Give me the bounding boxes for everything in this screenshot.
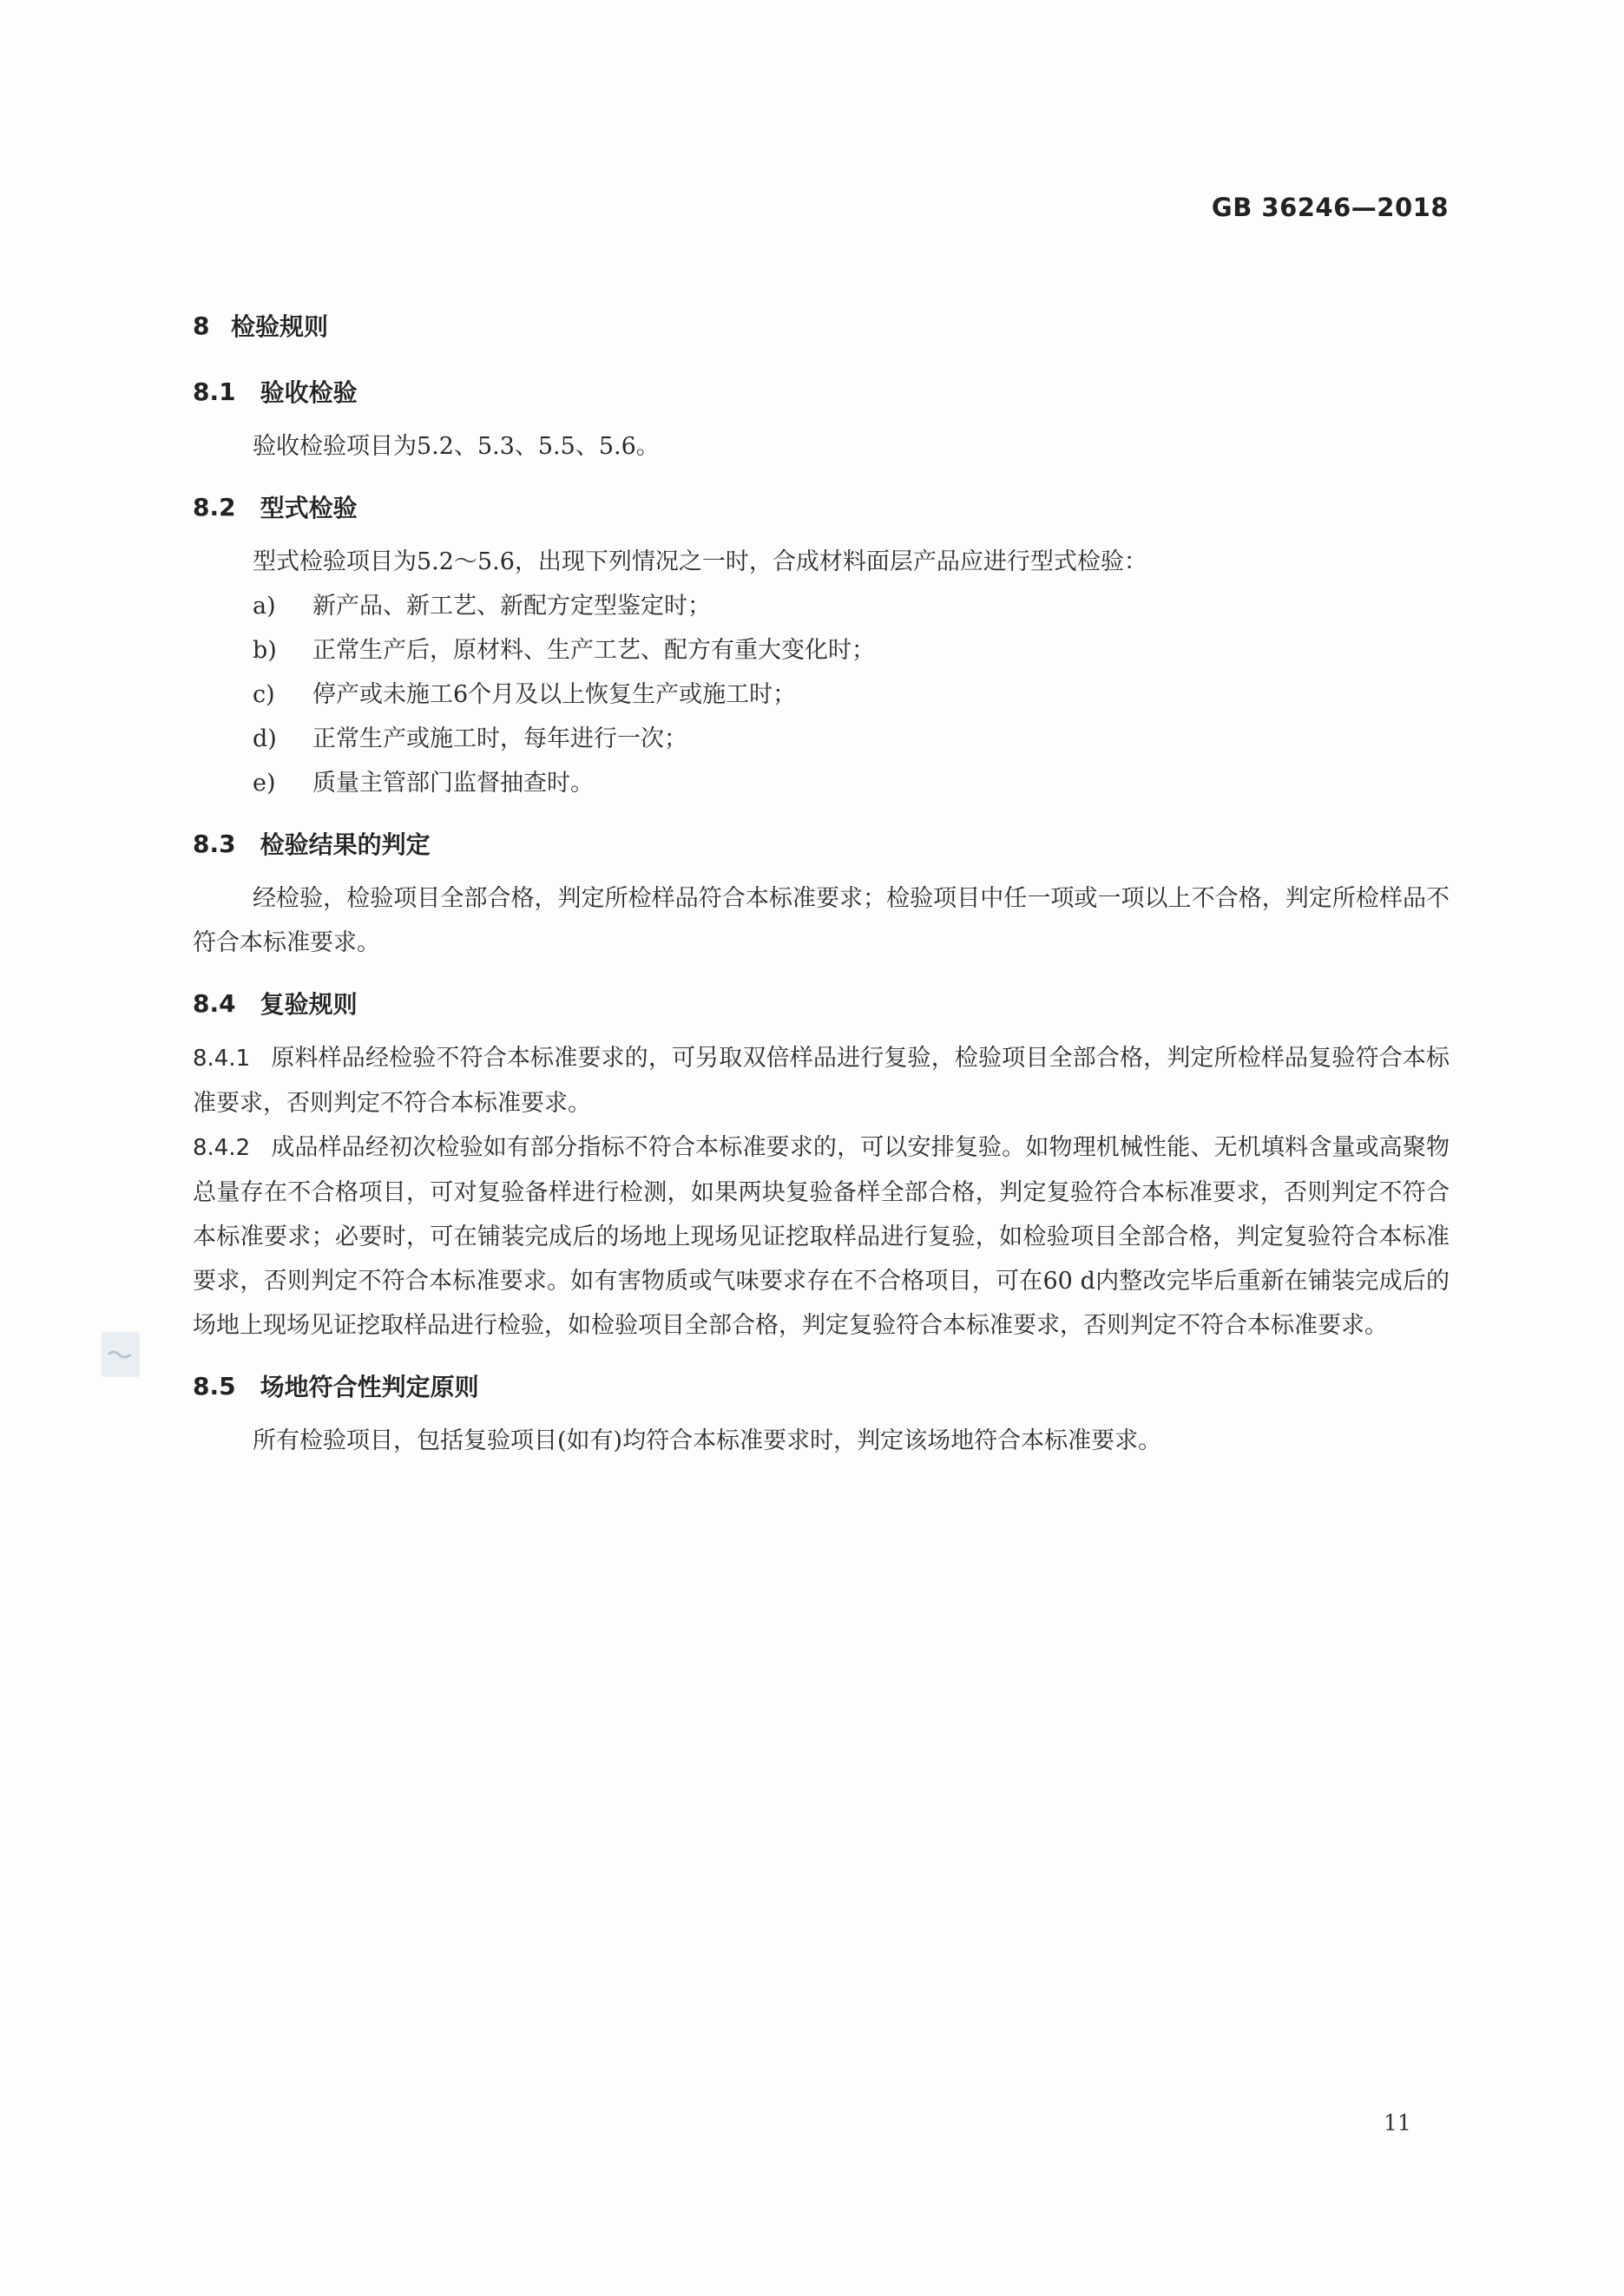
section-heading-8-5 bbox=[193, 1368, 1450, 1403]
list-item bbox=[193, 761, 1450, 805]
list-marker: a) bbox=[253, 593, 276, 620]
section-8-3-text: 经检验，检验项目全部合格，判定所检样品符合本标准要求；检验项目中任一项或一项以上不合格，判定所检样品不符合本标准要求。 bbox=[193, 885, 1450, 956]
clause-text: 原料样品经检验不符合本标准要求的，可另取双倍样品进行复验，检验项目全部合格，判定所检样品复验符合本标准要求，否则判定不符合本标准要求。 bbox=[193, 1045, 1450, 1117]
section-number: 8.1 bbox=[193, 377, 236, 406]
margin-tab-icon bbox=[102, 1332, 140, 1377]
list-text: 停产或未施工6个月及以上恢复生产或施工时； bbox=[312, 681, 797, 708]
section-title: 检验结果的判定 bbox=[260, 830, 431, 859]
section-heading-8-2 bbox=[193, 489, 1450, 524]
list-item bbox=[193, 672, 1450, 717]
section-title: 检验规则 bbox=[231, 312, 329, 341]
section-number: 8.2 bbox=[193, 492, 236, 522]
section-number: 8.4 bbox=[193, 988, 236, 1018]
section-title: 型式检验 bbox=[260, 494, 358, 522]
clause-8-4-1 bbox=[193, 1036, 1450, 1125]
section-8-5-text: 所有检验项目，包括复验项目(如有)均符合本标准要求时，判定该场地符合本标准要求。 bbox=[253, 1427, 1162, 1454]
list-text: 质量主管部门监督抽查时。 bbox=[312, 770, 594, 797]
standard-code: GB 36246—2018 bbox=[1211, 193, 1449, 222]
section-number: 8.5 bbox=[193, 1371, 236, 1401]
list-text: 新产品、新工艺、新配方定型鉴定时； bbox=[312, 593, 711, 620]
section-title: 复验规则 bbox=[260, 990, 358, 1019]
section-number: 8.3 bbox=[193, 829, 236, 858]
section-title: 验收检验 bbox=[260, 378, 358, 407]
section-8-2-intro: 型式检验项目为5.2～5.6，出现下列情况之一时，合成材料面层产品应进行型式检验： bbox=[253, 548, 1147, 575]
list-marker: b) bbox=[253, 637, 277, 664]
list-text: 正常生产后，原材料、生产工艺、配方有重大变化时； bbox=[312, 637, 875, 664]
document-body bbox=[193, 308, 1450, 1463]
section-heading-8-1 bbox=[193, 374, 1450, 409]
clause-text: 成品样品经初次检验如有部分指标不符合本标准要求的，可以安排复验。如物理机械性能、无机填料含量或高聚物总量存在不合格项目，可对复验备样进行检测，如果两块复验备样全部合格，判定复验符合本标准要求，否则判定不符合本标准要求；必要时，可在铺装完成后的场地上现场见证挖取样品进行复验，如检验项目全部合格，判定复验符合本标准要求，否则判定不符合本标准要求。如有害物质或气味要求存在不合格项目，可在60 d内整改完毕后重新在铺装完成后的场地上现场见证挖取样品进行检验，如检验项目全部合格，判定复验符合本标准要求，否则判定不符合本标准要求。 bbox=[193, 1134, 1450, 1339]
section-heading-8 bbox=[193, 308, 1450, 343]
clause-number: 8.4.2 bbox=[193, 1135, 251, 1161]
list-item bbox=[193, 717, 1450, 761]
list-item bbox=[193, 584, 1450, 628]
clause-number: 8.4.1 bbox=[193, 1046, 251, 1072]
list-text: 正常生产或施工时，每年进行一次； bbox=[312, 725, 687, 752]
section-8-1-text: 验收检验项目为5.2、5.3、5.5、5.6。 bbox=[253, 433, 660, 460]
list-marker: e) bbox=[253, 770, 276, 797]
section-heading-8-4 bbox=[193, 986, 1450, 1020]
list-item bbox=[193, 628, 1450, 672]
section-number: 8 bbox=[193, 311, 210, 340]
list-marker: d) bbox=[253, 725, 277, 752]
clause-8-4-2 bbox=[193, 1125, 1450, 1348]
section-title: 场地符合性判定原则 bbox=[260, 1373, 479, 1401]
page-number: 11 bbox=[1384, 2110, 1411, 2135]
list-marker: c) bbox=[253, 681, 275, 708]
section-heading-8-3 bbox=[193, 826, 1450, 861]
